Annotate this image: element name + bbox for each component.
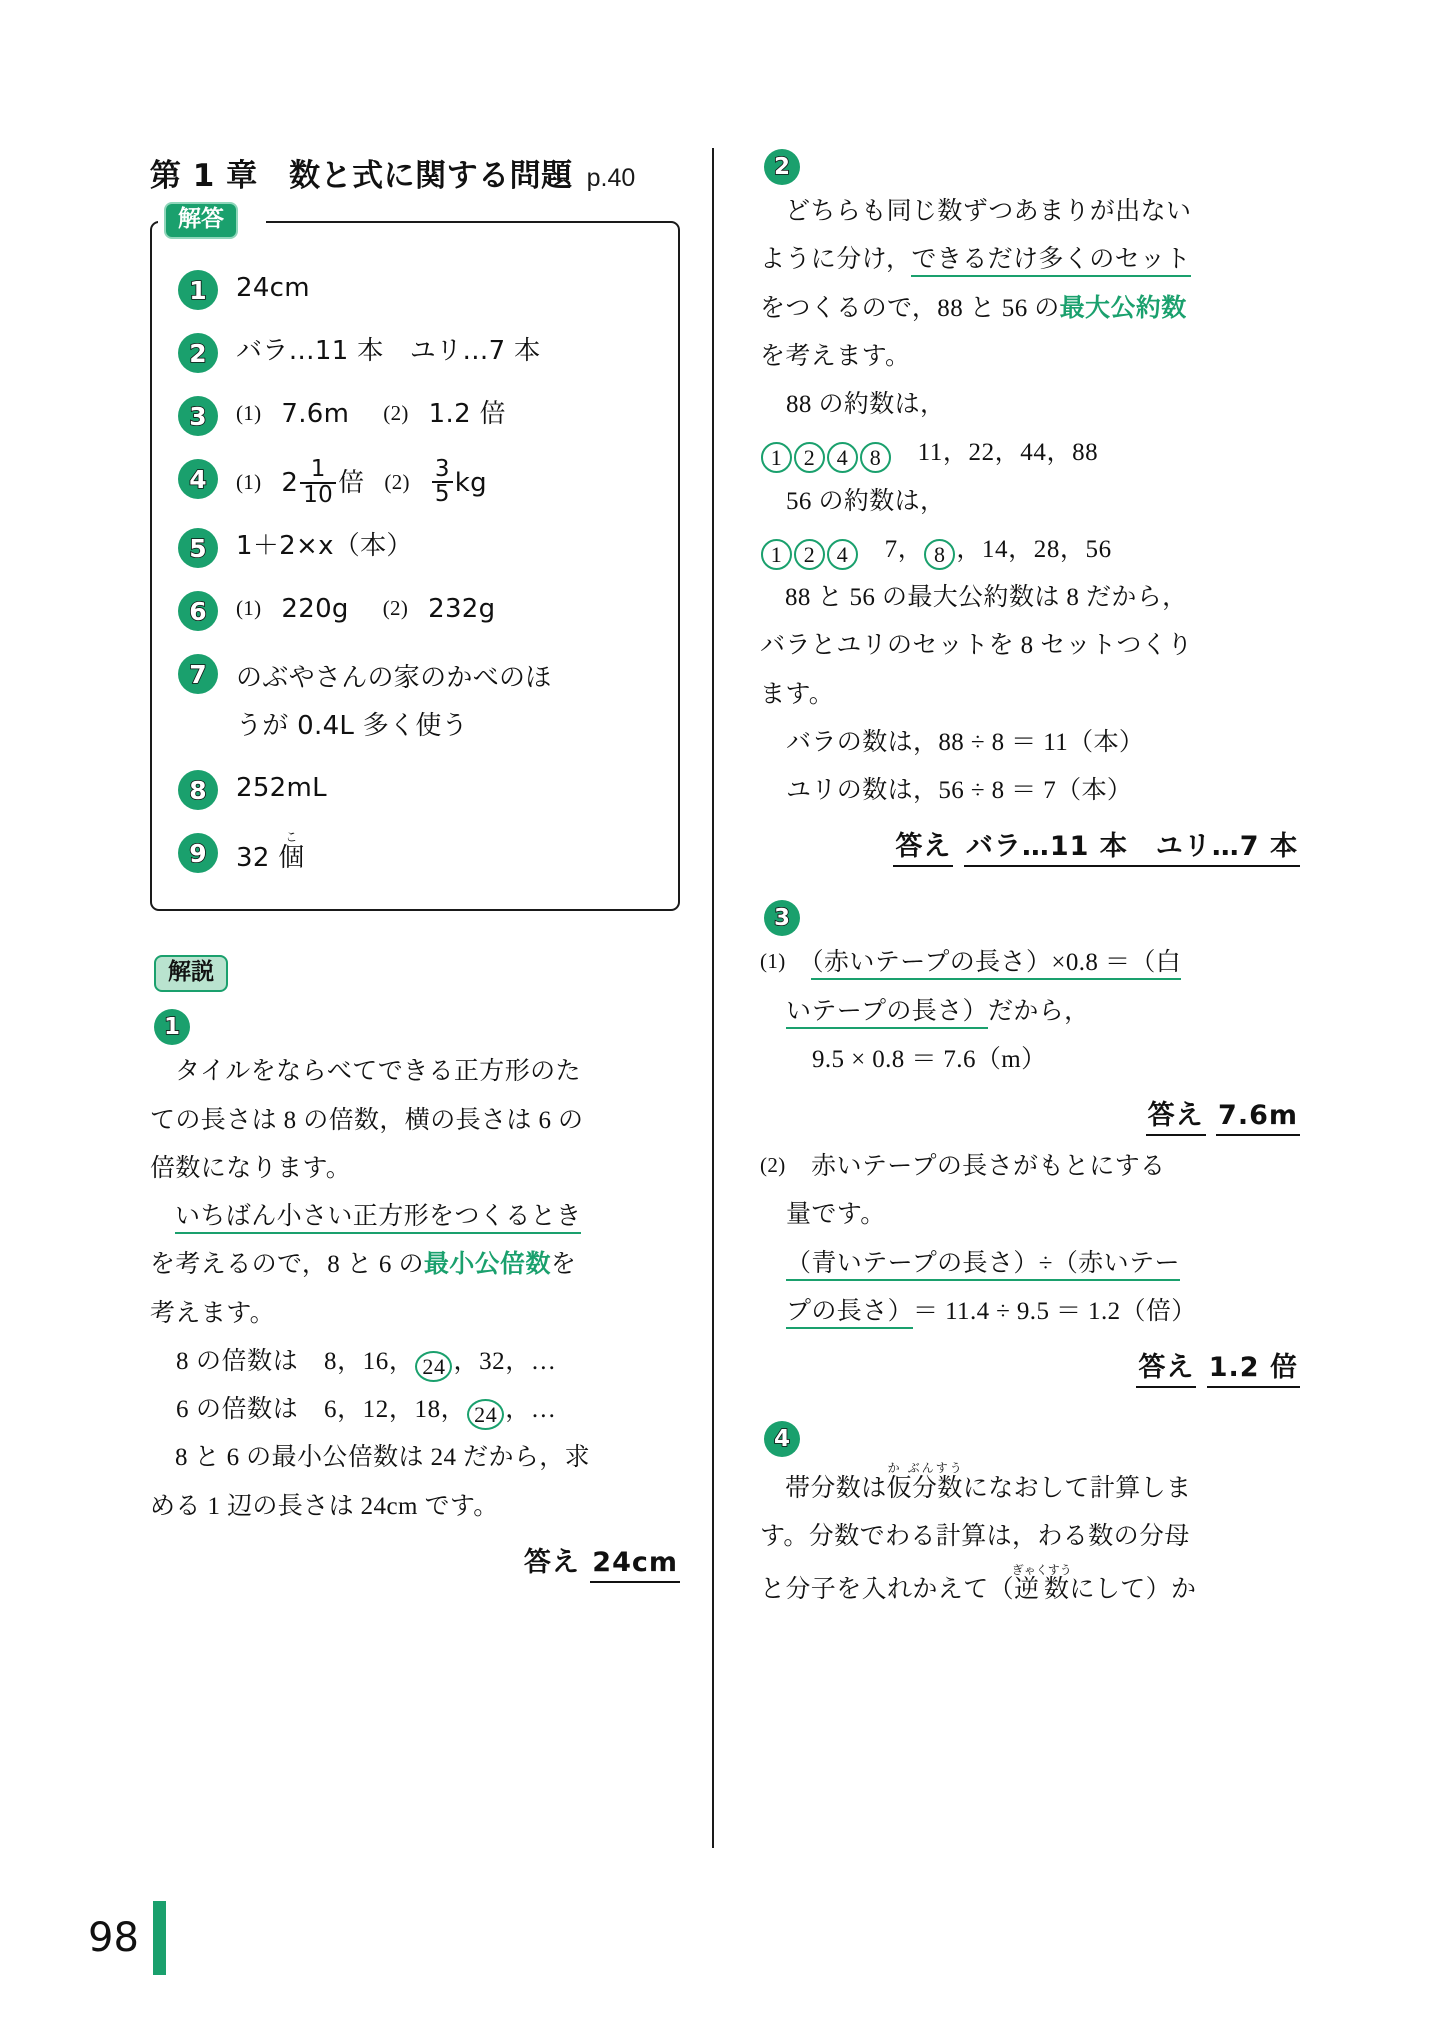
fraction	[300, 458, 336, 507]
answer-label: 答え	[1146, 1100, 1206, 1136]
explanation-paragraph: ます。	[760, 680, 835, 708]
explanation-paragraph: どちらも同じ数ずつあまりが出ない	[785, 198, 1192, 225]
text-run: 赤いテープの長さがもとにする	[811, 1153, 1166, 1180]
chapter-header	[150, 150, 680, 195]
explanation-paragraph: 8 と 6 の最小公倍数は 24 だから，求	[175, 1444, 591, 1472]
fraction	[432, 458, 453, 507]
rose-count-line: バラの数は，88 ÷ 8 ＝ 11（本）	[786, 728, 1145, 756]
plain-values: 7，	[884, 535, 924, 563]
folio-accent-bar	[153, 1901, 166, 1975]
sub-label: (1)	[236, 469, 262, 494]
text-run: を	[550, 1251, 577, 1279]
underlined-phrase: できるだけ多くのセット	[911, 246, 1190, 277]
answer-number-badge: 9	[178, 833, 218, 873]
answer-box	[150, 221, 680, 911]
lily-count-line: ユリの数は，56 ÷ 8 ＝ 7（本）	[786, 777, 1133, 804]
keyword-highlight: 最小公倍数	[423, 1251, 551, 1279]
ruby-base: 個	[278, 843, 305, 874]
label: 8 の倍数は	[176, 1347, 299, 1375]
answer-prefix: 32	[236, 843, 279, 874]
answer-value: 24cm	[236, 273, 310, 303]
answer-item-8	[178, 767, 660, 813]
sub-label: (1)	[236, 596, 262, 621]
denominator: 10	[300, 482, 336, 507]
text-run: を考えるので，8 と 6 の	[150, 1251, 424, 1279]
folio-number: 98	[88, 1915, 139, 1961]
explanation-number-badge: 4	[764, 1421, 800, 1457]
answer-item-6	[178, 588, 660, 634]
circled-number: 24	[415, 1351, 452, 1382]
label: 6 の倍数は	[176, 1396, 299, 1424]
underlined-phrase: いテープの長さ）	[786, 998, 988, 1029]
page-reference: p.40	[586, 164, 636, 192]
ruby-base: 逆数	[1011, 1575, 1072, 1603]
answer-number-badge: 4	[178, 459, 218, 499]
explanation-paragraph: ての長さは 8 の倍数，横の長さは 6 の	[150, 1106, 584, 1134]
explanation-number-badge: 3	[764, 900, 800, 936]
answer-number-badge: 1	[178, 270, 218, 310]
explanation-number-row	[764, 146, 1300, 185]
explanation-block-4	[760, 1418, 1300, 1613]
denominator: 5	[432, 481, 453, 506]
answer-value	[236, 830, 305, 878]
ruby-annotation	[278, 830, 305, 874]
answer-value: 252mL	[236, 773, 327, 804]
sub-label: (2)	[382, 596, 409, 621]
values: 6，12，18，	[323, 1396, 467, 1424]
circled-number: 1	[761, 442, 792, 473]
page-title: 第 1 章 数と式に関する問題	[150, 158, 573, 194]
ruby-annotation	[1011, 1562, 1072, 1603]
ruby-base: 仮分数	[886, 1475, 963, 1502]
final-answer-line	[760, 824, 1300, 863]
sub-label: (2)	[384, 469, 410, 494]
answer-value	[236, 393, 506, 434]
values: 8，16，	[323, 1347, 415, 1375]
answer-number-badge: 5	[178, 528, 218, 568]
sub-value: 232g	[428, 594, 496, 625]
answer-number-badge: 2	[178, 333, 218, 373]
divisors-56-label: 56 の約数は，	[786, 487, 946, 515]
explanation-number-badge: 1	[154, 1009, 190, 1045]
explanation-section-header	[154, 955, 680, 992]
sub-question-2-cont: 量です。	[786, 1201, 886, 1229]
answer-value: バラ…11 本 ユリ…7 本	[236, 336, 541, 366]
explanation-paragraph: を考えます。	[760, 342, 911, 370]
right-column	[760, 140, 1300, 1615]
explanation-section-tag: 解説	[154, 955, 228, 992]
multiples-of-6-line	[150, 1387, 680, 1433]
ruby-text: か ぶんすう	[886, 1461, 963, 1475]
explanation-paragraph	[150, 1194, 680, 1240]
mixed-fraction	[281, 456, 338, 508]
answer-line-2: うが 0.4L 多く使う	[236, 711, 468, 742]
values-after: ，32，…	[453, 1347, 557, 1375]
sub-value: 220g	[281, 594, 349, 625]
numerator: 3	[434, 456, 450, 482]
answer-item-7	[178, 651, 660, 750]
answer-item-9	[178, 830, 660, 878]
unit: kg	[454, 467, 487, 498]
text-run: になおして計算しま	[962, 1475, 1192, 1502]
ruby-text: ぎゃくすう	[1011, 1562, 1072, 1577]
sub-value: 7.6m	[281, 399, 350, 429]
answer-number-badge: 3	[178, 396, 218, 436]
unit: 倍	[338, 467, 365, 498]
final-answer-line	[760, 1093, 1300, 1132]
answer-item-3	[178, 393, 660, 439]
divisors-56-values	[760, 527, 1300, 573]
circled-number: 8	[860, 442, 891, 473]
explanation-paragraph: タイルをならべてできる正方形のた	[175, 1058, 581, 1086]
explanation-paragraph: 倍数になります。	[150, 1154, 352, 1182]
circled-number: 8	[924, 539, 955, 570]
explanation-paragraph: める 1 辺の長さは 24cm です。	[150, 1492, 499, 1520]
sub-label: (2)	[383, 401, 409, 425]
sub-label: (1)	[760, 949, 786, 974]
text-run: ＝ 11.4 ÷ 9.5 ＝ 1.2（倍）	[913, 1297, 1197, 1325]
explanation-number-row	[764, 1418, 1300, 1457]
whole-number: 2	[281, 467, 299, 498]
sub-value: 1.2 倍	[428, 399, 506, 429]
explanation-paragraph	[760, 286, 1300, 332]
explanation-block-3	[760, 897, 1300, 1384]
circled-number: 1	[761, 539, 792, 570]
multiples-of-8-line	[150, 1339, 680, 1385]
explanation-paragraph: す。分数でわる計算は，わる数の分母	[760, 1523, 1190, 1551]
answer-line-1: のぶやさんの家のかべのほ	[236, 663, 552, 694]
answer-value: バラ…11 本 ユリ…7 本	[964, 831, 1300, 867]
explanation-paragraph	[760, 1563, 1300, 1613]
answer-item-4	[178, 456, 660, 508]
plain-values: 11，22，44，88	[917, 439, 1099, 467]
answer-label: 答え	[893, 831, 953, 867]
answer-item-2	[178, 330, 660, 376]
explanation-number-row	[154, 1006, 680, 1045]
explanation-number-badge: 2	[764, 149, 800, 185]
text-run: ように分け，	[760, 246, 912, 274]
values-after: ，…	[505, 1396, 557, 1424]
answer-label: 答え	[523, 1546, 580, 1578]
underlined-phrase: いちばん小さい正方形をつくるとき	[175, 1203, 581, 1234]
ratio-expression-1	[760, 1241, 1300, 1287]
sub-question-1	[760, 940, 1300, 986]
final-answer-line	[760, 1345, 1300, 1384]
explanation-paragraph	[760, 237, 1300, 283]
answer-value	[236, 456, 487, 508]
answer-value: 1.2 倍	[1207, 1352, 1300, 1388]
answer-value	[236, 651, 552, 750]
plain-values-after: ，14，28，56	[956, 535, 1112, 563]
sub-question-2	[760, 1144, 1300, 1190]
answer-value: 7.6m	[1216, 1100, 1300, 1136]
explanation-block-1	[150, 1006, 680, 1579]
ratio-expression-2	[760, 1289, 1300, 1335]
answer-item-5	[178, 525, 660, 571]
answer-number-badge: 6	[178, 591, 218, 631]
explanation-paragraph: 考えます。	[150, 1299, 276, 1327]
column-divider	[712, 148, 714, 1848]
sub-label: (1)	[236, 401, 262, 425]
text-run: 帯分数は	[785, 1475, 887, 1502]
circled-number: 4	[827, 539, 858, 570]
text-run: をつくるので，88 と 56 の	[760, 294, 1060, 322]
answer-box-wrapper	[150, 206, 680, 911]
calculation-line: 9.5 × 0.8 ＝ 7.6（m）	[812, 1045, 1047, 1073]
answer-item-1	[178, 267, 660, 313]
underlined-phrase: （青いテープの長さ）÷（赤いテー	[786, 1250, 1180, 1281]
text-run: と分子を入れかえて（	[760, 1575, 1015, 1603]
circled-number: 24	[467, 1399, 504, 1430]
answer-value: 1＋2×x（本）	[236, 531, 413, 562]
text-run: にして）か	[1069, 1575, 1197, 1603]
explanation-paragraph: バラとユリのセットを 8 セットつくり	[760, 632, 1193, 660]
explanation-block-2	[760, 146, 1300, 863]
answer-number-badge: 7	[178, 654, 218, 694]
numerator: 1	[310, 456, 326, 483]
explanation-paragraph	[150, 1242, 680, 1288]
final-answer-line	[150, 1540, 680, 1579]
answer-value	[236, 588, 495, 629]
sub-label: (2)	[760, 1153, 786, 1177]
ruby-text: こ	[278, 830, 305, 845]
answer-value: 24cm	[590, 1547, 680, 1583]
answer-section-tag: 解答	[164, 202, 238, 239]
left-column	[150, 150, 680, 1579]
underlined-phrase: プの長さ）	[786, 1298, 913, 1329]
keyword-highlight: 最大公約数	[1059, 294, 1187, 322]
circled-number: 2	[794, 539, 825, 570]
circled-number: 4	[827, 442, 858, 473]
explanation-number-row	[764, 897, 1300, 936]
answer-label: 答え	[1136, 1352, 1196, 1388]
explanation-paragraph: 88 と 56 の最大公約数は 8 だから，	[785, 584, 1188, 611]
divisors-88-values	[760, 430, 1300, 476]
sub-question-1-cont	[760, 989, 1300, 1035]
ruby-annotation	[886, 1461, 963, 1502]
underlined-phrase: （赤いテープの長さ）×0.8 ＝（白	[811, 949, 1181, 980]
explanation-paragraph	[760, 1461, 1300, 1512]
answer-number-badge: 8	[178, 770, 218, 810]
circled-number: 2	[794, 442, 825, 473]
divisors-88-label: 88 の約数は，	[786, 391, 946, 418]
page-footer	[88, 1901, 166, 1975]
text-run: だから，	[987, 997, 1090, 1025]
